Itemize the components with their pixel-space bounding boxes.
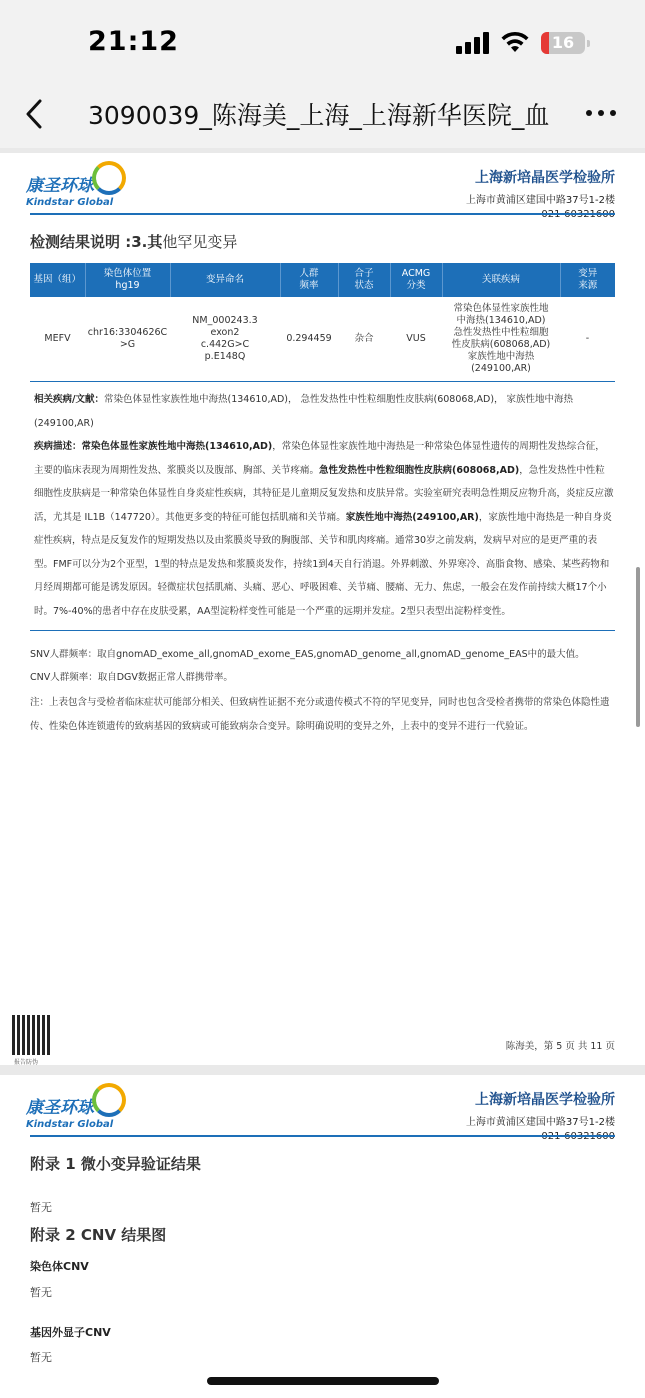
- cell-position: chr16:3304626C >G: [85, 297, 170, 381]
- col-position: 染色体位置 hg19: [85, 263, 170, 297]
- col-zygosity: 合子 状态: [338, 263, 390, 297]
- exon-cnv-empty: 暂无: [30, 1351, 52, 1364]
- col-source: 变异 来源: [560, 263, 615, 297]
- chromosome-cnv-title: 染色体CNV: [30, 1260, 89, 1273]
- desc-text-2: ，急性发热性中性粒细胞性皮肤病是一种常染色体显性自身炎症性疾病，其特征是儿童期反复发热和皮肤异常。实验室研究表明急性期反应物升高，炎症反应激活，尤其是 IL1B（147720）。其他更多变的特征可能包括肌痛和关节痛。: [34, 464, 614, 523]
- disease-description: [34, 435, 614, 623]
- battery-level: 16: [551, 33, 575, 52]
- related-text: 常染色体显性家族性地中海热(134610,AD)， 急性发热性中性粒细胞性皮肤病(608068,AD)， 家族性地中海热(249100,AR): [34, 394, 574, 429]
- cell-zygosity: 杂合: [338, 297, 390, 381]
- battery-icon: [541, 32, 585, 54]
- chromosome-cnv-empty: 暂无: [30, 1286, 52, 1299]
- header-divider: [30, 213, 615, 215]
- cell-gene: MEFV: [30, 297, 85, 381]
- related-diseases: [34, 388, 614, 435]
- logo-swoosh-icon: [92, 161, 126, 195]
- nav-bar: [0, 80, 645, 148]
- report-page-5: [0, 153, 645, 1065]
- appendix-1-empty: 暂无: [30, 1201, 52, 1214]
- col-gene: 基因（组）: [30, 263, 85, 297]
- appendix-2-title: 附录 2 CNV 结果图: [30, 1226, 167, 1244]
- logo-cn: 康圣环球: [26, 176, 94, 196]
- desc-bold-3: 家族性地中海热(249100,AR): [345, 511, 479, 523]
- col-frequency: 人群 频率: [280, 263, 338, 297]
- qr-code-icon: [12, 1015, 52, 1055]
- home-indicator[interactable]: [207, 1377, 439, 1385]
- exon-cnv-title: 基因外显子CNV: [30, 1326, 111, 1339]
- logo-en: Kindstar Global: [26, 197, 114, 208]
- logo-en: Kindstar Global: [26, 1119, 114, 1130]
- cell-acmg: VUS: [390, 297, 442, 381]
- section-title-rest: 他罕见变异: [162, 233, 238, 251]
- document-title: 3090039_陈海美_上海_上海新华医院_血: [88, 101, 550, 130]
- section-divider: [30, 630, 615, 631]
- logo-swoosh-icon: [92, 1083, 126, 1117]
- appendix-1-title: 附录 1 微小变异验证结果: [30, 1155, 201, 1173]
- related-label: 相关疾病/文献：: [34, 394, 104, 405]
- desc-text-3: ，家族性地中海热是一种自身炎症性疾病，特点是反复发作的短期发热以及由浆膜炎导致的胸腹部、关节和肌肉疼痛。通常30岁之前发病，发病早对应的是更严重的表型。FMF可以分为2个亚型，1型的特点是发热和浆膜炎发作，持续1到4天自行消退。外界刺激、外界寒冷、高脂食物、感染、某些药物和月经周期都可能是诱发原因。轻微症状包括肌痛、头痛、恶心、呼吸困难、关节痛、腰痛、无力、焦虑，一般会在发作前持续大概17个小时。7%-40%的患者中存在皮肤受累，AA型淀粉样变性可能是一个严重的远期并发症。2型只表型出淀粉样变性。: [34, 511, 612, 617]
- lab-name: 上海新培晶医学检验所: [475, 170, 615, 186]
- scrollbar[interactable]: [636, 567, 640, 727]
- lab-name: 上海新培晶医学检验所: [475, 1092, 615, 1108]
- cell-source: -: [560, 297, 615, 381]
- qr-label: 报告防伪: [14, 1059, 39, 1065]
- cell-disease: 常染色体显性家族性地 中海热(134610,AD) 急性发热性中性粒细胞 性皮肤病(608068,AD) 家族性地中海热 (249100,AR): [442, 297, 560, 381]
- back-chevron-icon[interactable]: [22, 98, 48, 130]
- more-options-icon[interactable]: [586, 110, 622, 118]
- snv-note: SNV人群频率：取自gnomAD_exome_all,gnomAD_exome_EAS,gnomAD_genome_all,gnomAD_genome_EAS中的最大值。: [30, 649, 585, 660]
- table-row: [30, 297, 615, 381]
- lab-address: 上海市黄浦区建国中路37号1-2楼: [465, 1117, 615, 1128]
- desc-bold-1: 常染色体显性家族性地中海热(134610,AD): [81, 441, 273, 452]
- kindstar-logo: [26, 171, 113, 208]
- section-title: [30, 231, 237, 252]
- desc-label: 疾病描述：: [34, 441, 82, 452]
- wifi-icon: [500, 30, 530, 54]
- lab-address: 上海市黄浦区建国中路37号1-2楼: [465, 195, 615, 206]
- status-bar: [0, 0, 645, 80]
- remark-note: 注：上表包含与受检者临床症状可能部分相关、但致病性证据不充分或遗传模式不符的罕见变异，同时也包含受检者携带的常染色体隐性遗传、性染色体连锁遗传的致病基因的致病或可能致病杂合变异。除明确说明的变异之外，上表中的变异不进行一代验证。: [30, 697, 610, 732]
- cnv-note: CNV人群频率：取自DGV数据正常人群携带率。: [30, 672, 233, 683]
- cell-frequency: 0.294459: [280, 297, 338, 381]
- page-number: 陈海美，第 5 页 共 11 页: [505, 1041, 615, 1052]
- col-variant: 变异命名: [170, 263, 280, 297]
- kindstar-logo: [26, 1093, 113, 1130]
- report-page-6: [0, 1075, 645, 1398]
- desc-text-1: ，常染色体显性家族性地中海热是一种常染色体显性遗传的周期性发热综合征，主要的临床表现为周期性发热、浆膜炎以及腹部、胸部、关节疼痛。: [34, 441, 605, 476]
- col-disease: 关联疾病: [442, 263, 560, 297]
- desc-bold-2: 急性发热性中性粒细胞性皮肤病(608068,AD): [319, 464, 520, 476]
- logo-cn: 康圣环球: [26, 1098, 94, 1118]
- col-acmg: ACMG 分类: [390, 263, 442, 297]
- section-title-bold: 检测结果说明 :3.其: [30, 233, 163, 251]
- header-divider: [30, 1135, 615, 1137]
- variant-table: [30, 263, 615, 382]
- cellular-signal-icon: [456, 32, 492, 54]
- status-time: 21:12: [88, 26, 179, 57]
- cell-variant: NM_000243.3 exon2 c.442G>C p.E148Q: [170, 297, 280, 381]
